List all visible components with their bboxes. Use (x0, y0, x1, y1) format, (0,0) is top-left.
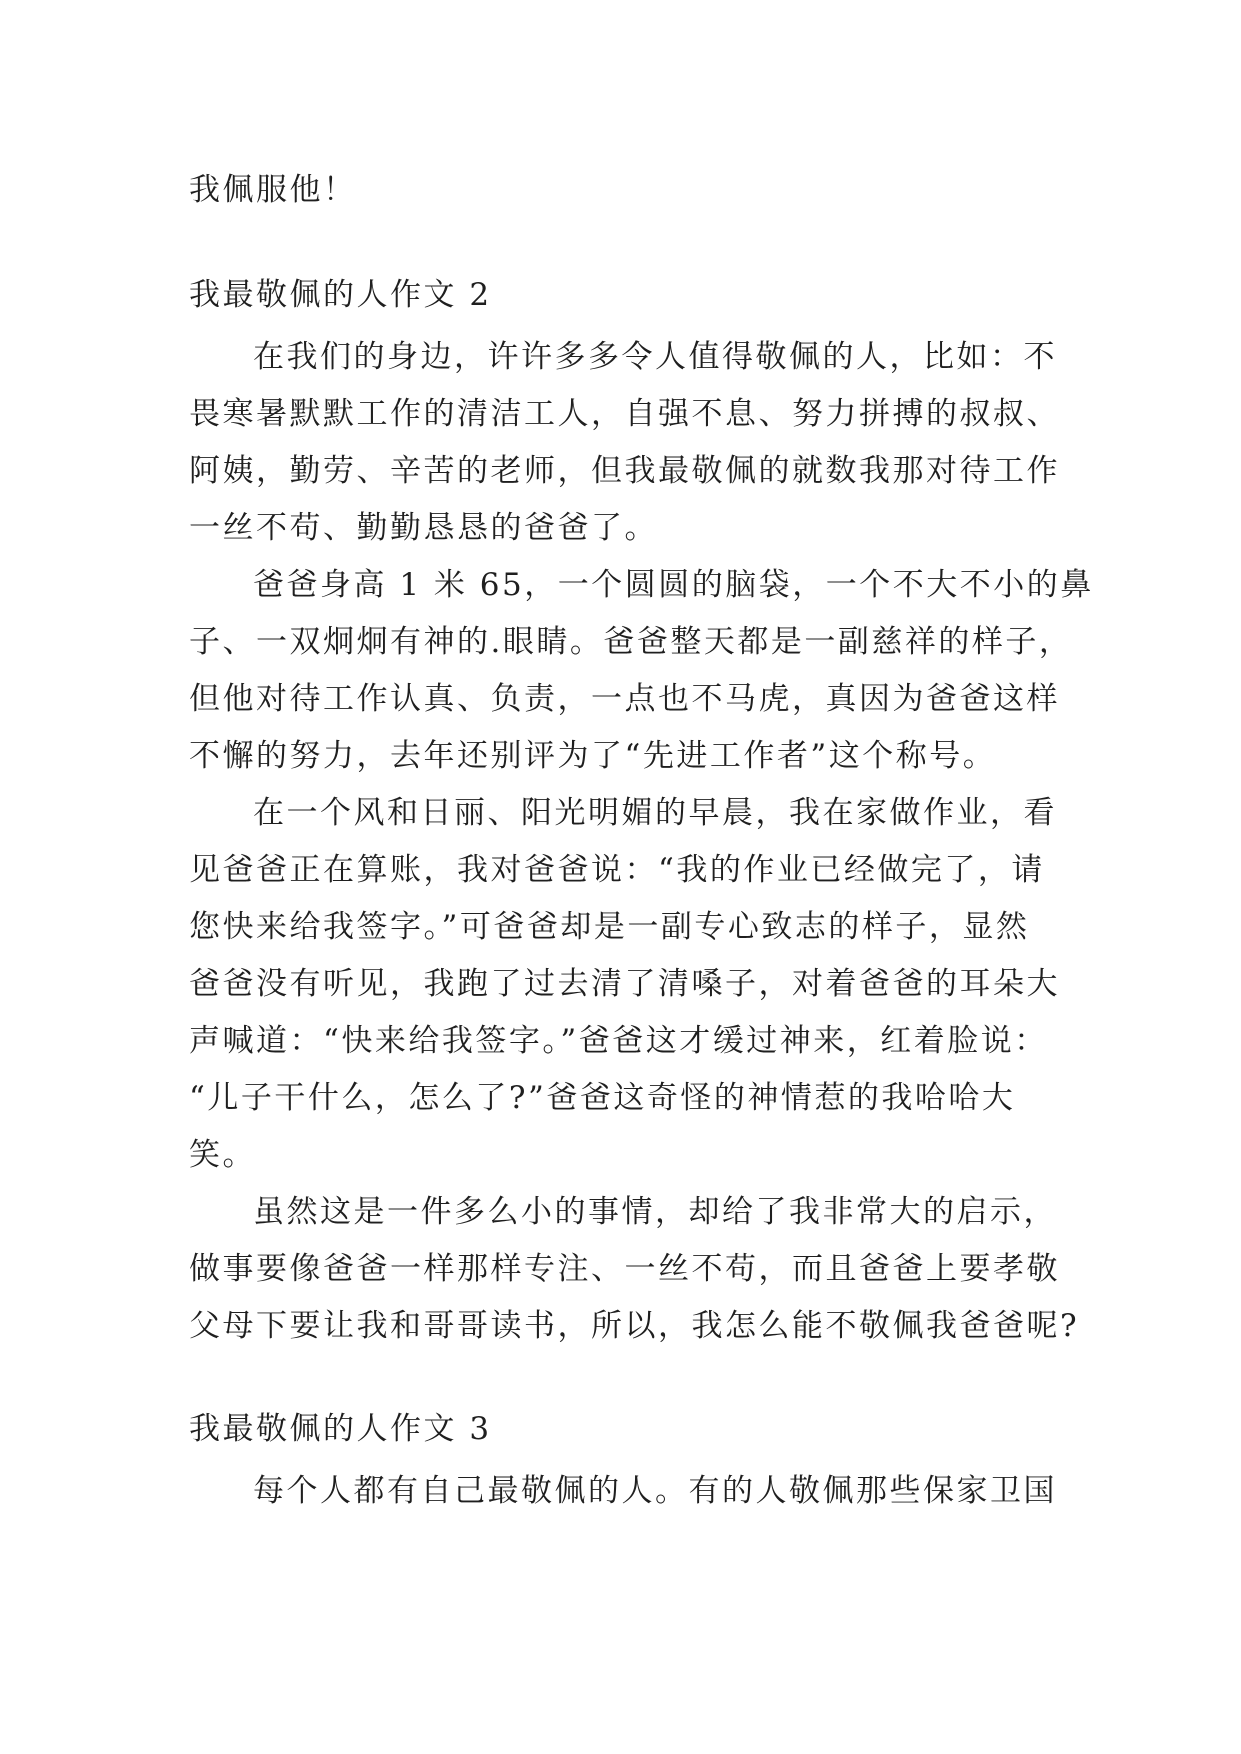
paragraph (189, 1184, 1080, 1355)
text-line: 在我们的身边，许许多多令人值得敬佩的人，比如：不 (253, 339, 1057, 375)
paragraph (189, 785, 1060, 1184)
document-body (189, 162, 1094, 1520)
intro-line: 我佩服他！ (189, 172, 357, 208)
text-line: 不懈的努力，去年还别评为了“先进工作者”这个称号。 (189, 738, 997, 774)
text-line: 父母下要让我和哥哥读书，所以，我怎么能不敬佩我爸爸呢? (189, 1308, 1080, 1344)
text-line: 但他对待工作认真、负责，一点也不马虎，真因为爸爸这样 (189, 681, 1060, 717)
text-line: 一丝不苟、勤勤恳恳的爸爸了。 (189, 510, 658, 546)
text-line: 您快来给我签字。”可爸爸却是一副专心致志的样子，显然 (189, 909, 1030, 945)
text-line: 见爸爸正在算账，我对爸爸说：“我的作业已经做完了，请 (189, 852, 1045, 888)
text-line: “儿子干什么，怎么了?”爸爸这奇怪的神情惹的我哈哈大 (189, 1080, 1016, 1116)
text-line: 声喊道：“快来给我签字。”爸爸这才缓过神来，红着脸说： (189, 1023, 1048, 1059)
text-line: 爸爸没有听见，我跑了过去清了清嗓子，对着爸爸的耳朵大 (189, 966, 1060, 1002)
text-line: 在一个风和日丽、阳光明媚的早晨，我在家做作业，看 (253, 795, 1057, 831)
section-title: 我最敬佩的人作文 3 (189, 1411, 492, 1447)
section-title: 我最敬佩的人作文 2 (189, 277, 492, 313)
text-line: 子、一双炯炯有神的.眼睛。爸爸整天都是一副慈祥的样子， (189, 624, 1073, 660)
text-line: 虽然这是一件多么小的事情，却给了我非常大的启示， (253, 1194, 1057, 1230)
paragraph (189, 329, 1060, 557)
paragraph (189, 1463, 1057, 1520)
paragraph (189, 557, 1094, 785)
text-line: 阿姨，勤劳、辛苦的老师，但我最敬佩的就数我那对待工作 (189, 453, 1060, 489)
text-line: 做事要像爸爸一样那样专注、一丝不苟，而且爸爸上要孝敬 (189, 1251, 1060, 1287)
text-line: 畏寒暑默默工作的清洁工人，自强不息、努力拼搏的叔叔、 (189, 396, 1060, 432)
text-line: 每个人都有自己最敬佩的人。有的人敬佩那些保家卫国 (253, 1473, 1057, 1509)
text-line: 爸爸身高 1 米 65，一个圆圆的脑袋，一个不大不小的鼻 (253, 567, 1094, 603)
text-line: 笑。 (189, 1137, 256, 1173)
